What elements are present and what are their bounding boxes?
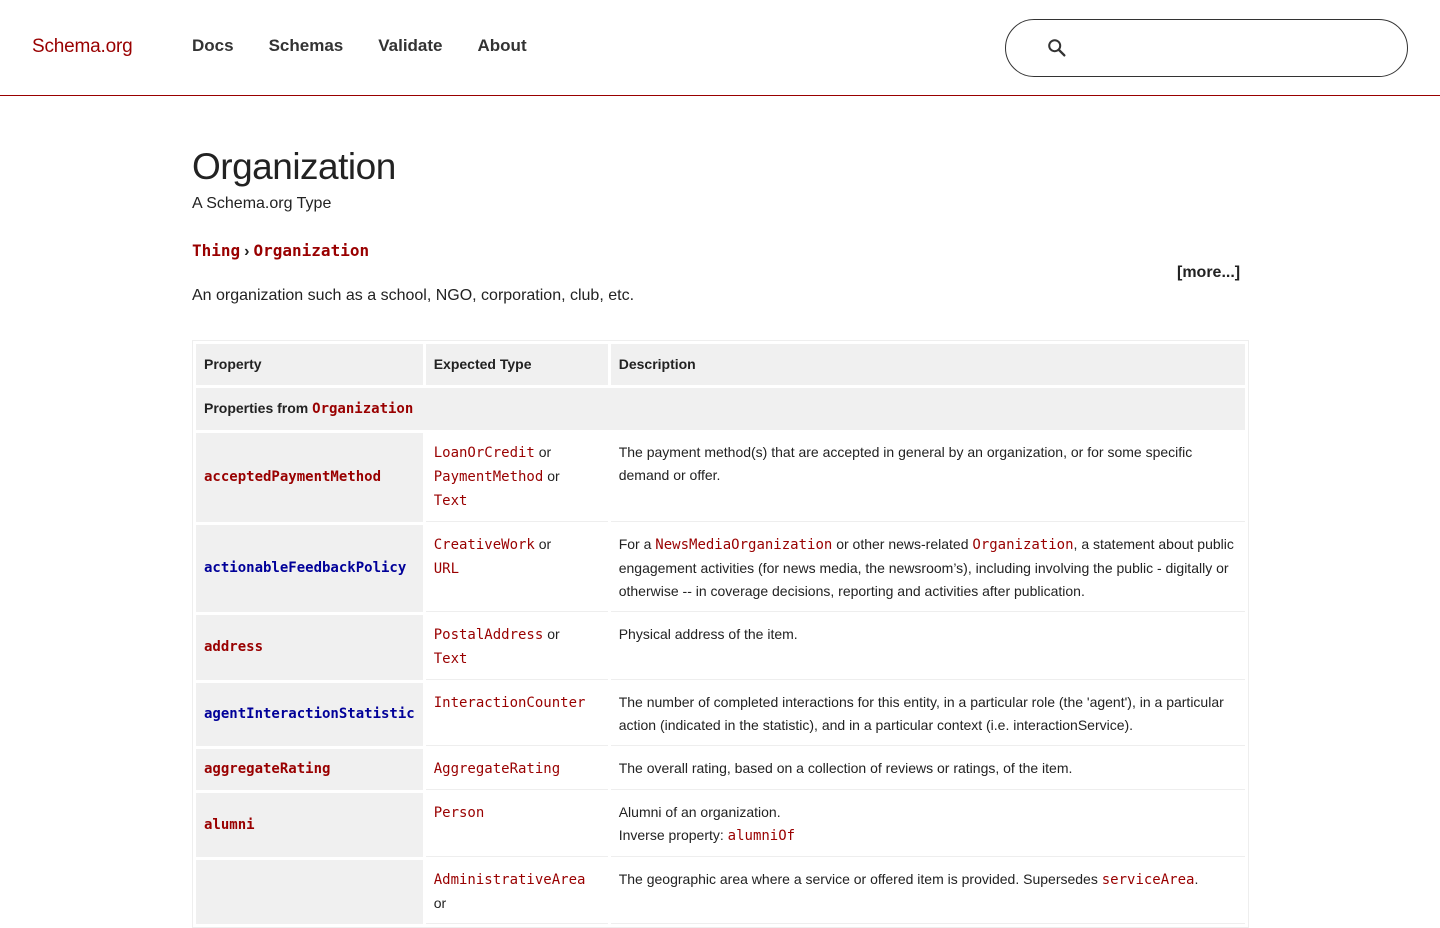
type-link[interactable]: PaymentMethod bbox=[433, 469, 544, 485]
nav-docs[interactable]: Docs bbox=[192, 36, 234, 55]
or-separator: or bbox=[547, 468, 560, 484]
table-row bbox=[196, 433, 1245, 522]
section-row bbox=[196, 388, 1245, 430]
nav-schemas[interactable]: Schemas bbox=[268, 36, 344, 55]
type-link[interactable]: LoanOrCredit bbox=[433, 445, 535, 461]
description-text: Physical address of the item. bbox=[618, 626, 798, 642]
site-logo[interactable]: Schema.org bbox=[32, 36, 133, 57]
section-type-link[interactable]: Organization bbox=[312, 401, 414, 417]
expected-type-cell bbox=[426, 860, 608, 924]
property-link[interactable]: agentInteractionStatistic bbox=[204, 706, 415, 722]
breadcrumb-thing[interactable]: Thing bbox=[192, 241, 241, 260]
property-cell bbox=[196, 433, 423, 522]
description-cell bbox=[611, 683, 1245, 746]
search-icon bbox=[1046, 37, 1068, 59]
expected-type-cell bbox=[426, 615, 608, 680]
description-cell bbox=[611, 749, 1245, 790]
property-link[interactable]: alumni bbox=[204, 816, 255, 833]
page-subtitle: A Schema.org Type bbox=[192, 195, 332, 212]
type-link[interactable]: Person bbox=[433, 805, 485, 821]
property-link[interactable]: aggregateRating bbox=[204, 761, 331, 777]
property-cell bbox=[196, 525, 423, 612]
description-text: or other news-related bbox=[832, 536, 973, 552]
description-text: The payment method(s) that are accepted in general by an organization, or for some specific demand or offer. bbox=[618, 444, 1193, 483]
breadcrumb bbox=[192, 241, 369, 261]
properties-table-wrap bbox=[192, 340, 1249, 928]
description-text: Alumni of an organization. bbox=[618, 804, 781, 820]
property-cell bbox=[196, 860, 423, 924]
expected-type-cell bbox=[426, 683, 608, 746]
property-cell bbox=[196, 749, 423, 790]
main-nav bbox=[192, 36, 562, 56]
expected-type-cell bbox=[426, 525, 608, 612]
or-separator: or bbox=[433, 895, 447, 911]
property-link[interactable]: acceptedPaymentMethod bbox=[204, 469, 382, 485]
property-link[interactable]: address bbox=[204, 639, 264, 655]
or-separator: or bbox=[538, 536, 552, 552]
property-cell bbox=[196, 615, 423, 680]
type-link[interactable]: PostalAddress bbox=[433, 627, 544, 643]
type-link[interactable]: AdministrativeArea bbox=[433, 872, 586, 888]
table-row bbox=[196, 749, 1245, 790]
type-link[interactable]: Text bbox=[433, 493, 468, 509]
description-cell bbox=[611, 525, 1245, 612]
table-row bbox=[196, 793, 1245, 857]
description-cell bbox=[611, 793, 1245, 857]
description-link[interactable]: serviceArea bbox=[1101, 872, 1195, 888]
description-cell bbox=[611, 433, 1245, 522]
type-link[interactable]: CreativeWork bbox=[433, 537, 535, 553]
page-title: Organization bbox=[192, 146, 396, 187]
table-row bbox=[196, 683, 1245, 746]
description-text: The geographic area where a service or offered item is provided. Supersedes bbox=[618, 871, 1102, 887]
type-link[interactable]: AggregateRating bbox=[433, 761, 561, 777]
description-link[interactable]: NewsMediaOrganization bbox=[655, 537, 833, 553]
breadcrumb-separator: › bbox=[244, 243, 250, 260]
table-row bbox=[196, 860, 1245, 924]
header-expected-type: Expected Type bbox=[426, 344, 608, 385]
table-row bbox=[196, 525, 1245, 612]
breadcrumb-organization[interactable]: Organization bbox=[253, 241, 370, 260]
expected-type-cell bbox=[426, 749, 608, 790]
section-heading bbox=[196, 388, 1245, 430]
more-link[interactable]: [more...] bbox=[1177, 264, 1241, 281]
type-link[interactable]: Text bbox=[433, 651, 468, 667]
search-input[interactable] bbox=[1086, 32, 1390, 66]
expected-type-cell bbox=[426, 433, 608, 522]
nav-validate[interactable]: Validate bbox=[378, 36, 443, 55]
or-separator: or bbox=[538, 444, 552, 460]
section-prefix: Properties from bbox=[204, 400, 313, 416]
or-separator: or bbox=[547, 626, 560, 642]
search-box[interactable] bbox=[1005, 19, 1408, 77]
description-text: The number of completed interactions for this entity, in a particular role (the 'agent'), in a particular action (indicated in the statistic), and in a particular context (i.e. interactionService). bbox=[618, 694, 1224, 733]
expected-type-cell bbox=[426, 793, 608, 857]
property-cell bbox=[196, 793, 423, 857]
header-property: Property bbox=[196, 344, 423, 385]
description-text: For a bbox=[618, 536, 656, 552]
type-link[interactable]: URL bbox=[433, 561, 460, 577]
description-link[interactable]: Organization bbox=[972, 537, 1074, 553]
property-cell bbox=[196, 683, 423, 746]
header-description: Description bbox=[611, 344, 1245, 385]
description-link[interactable]: alumniOf bbox=[727, 828, 796, 844]
properties-table bbox=[193, 341, 1248, 927]
description-text: , a statement about public engagement activities (for news media, the newsroom’s), including involving the public - digitally or otherwise -- in coverage decisions, reporting and activities after publication. bbox=[618, 536, 1234, 599]
description-text: Inverse property: bbox=[618, 827, 728, 843]
site-header bbox=[0, 0, 1440, 96]
description-cell bbox=[611, 860, 1245, 924]
type-description: An organization such as a school, NGO, corporation, club, etc. bbox=[192, 287, 635, 304]
description-text: . bbox=[1194, 871, 1199, 887]
table-header-row bbox=[196, 344, 1245, 385]
description-text: The overall rating, based on a collection of reviews or ratings, of the item. bbox=[618, 760, 1073, 776]
table-row bbox=[196, 615, 1245, 680]
type-link[interactable]: InteractionCounter bbox=[433, 695, 586, 711]
property-link[interactable]: actionableFeedbackPolicy bbox=[204, 560, 407, 576]
nav-about[interactable]: About bbox=[477, 36, 527, 55]
description-cell bbox=[611, 615, 1245, 680]
